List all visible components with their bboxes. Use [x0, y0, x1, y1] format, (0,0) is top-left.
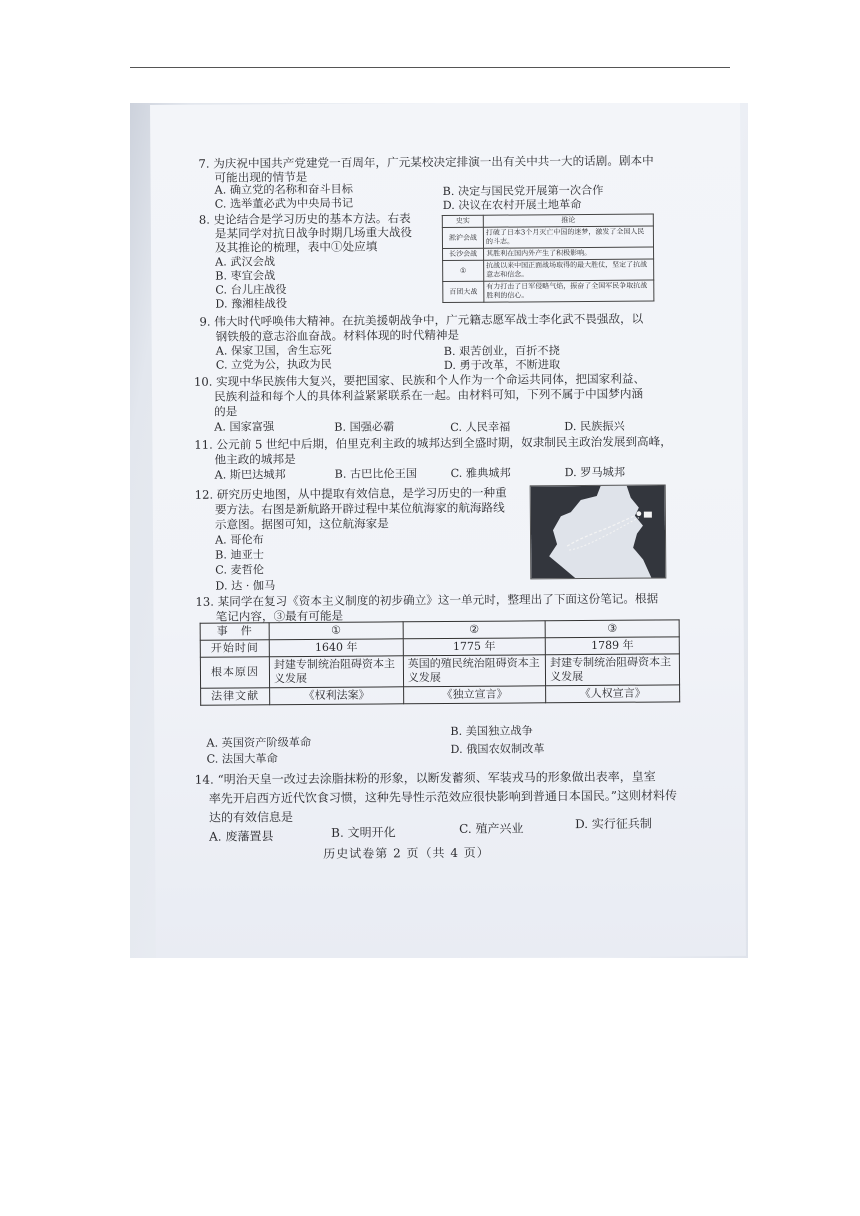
q14-stem-line3: 达的有效信息是 — [208, 810, 294, 825]
q12-option-d: D. 达 · 伽马 — [215, 579, 276, 593]
q11-option-c: C. 雅典城邦 — [450, 466, 511, 480]
q8-table-header-fact: 史实 — [442, 215, 483, 227]
q11-stem-line2: 他主政的城邦是 — [214, 452, 296, 467]
page-footer: 历史试卷第 2 页（共 4 页） — [323, 845, 490, 861]
q8-table-cell: 百团大战 — [443, 281, 484, 302]
q9-option-d: D. 勇于改革，不断进取 — [443, 358, 561, 373]
q13-table-cell: 1789 年 — [545, 637, 679, 655]
q13-row-label: 法律文献 — [201, 688, 270, 705]
q9-option-a: A. 保家卫国，舍生忘死 — [215, 343, 332, 358]
q9-option-b: B. 艰苦创业，百折不挠 — [443, 344, 560, 359]
q7-option-b: B. 决定与国民党开展第一次合作 — [442, 183, 604, 199]
q8-table-cell: 淞沪会战 — [442, 227, 483, 248]
q11-stem-line1: 11. 公元前 5 世纪中后期，伯里克利主政的城邦达到全盛时期，奴隶制民主政治发展到高峰， — [194, 434, 672, 452]
q8-table-cell: 长沙会战 — [443, 248, 484, 260]
q14-stem-line1: 14. “明治天皇一改过去涂脂抹粉的形象，以断发蓄须、军装戎马的形象做出表率，皇室 — [194, 769, 656, 787]
q10-stem-line1: 10. 实现中华民族伟大复兴，要把国家、民族和个人作为一个命运共同体，把国家利益、 — [193, 371, 646, 389]
voyage-route-map — [530, 484, 667, 579]
q11-option-b: B. 古巴比伦王国 — [334, 467, 418, 481]
q13-table-cell: 《独立宣言》 — [403, 686, 545, 704]
q8-stem-line3: 及其推论的梳理，表中①处应填 — [214, 239, 378, 255]
q12-stem-line3: 示意图。据图可知，这位航海家是 — [214, 516, 389, 532]
q13-table-cell: 英国的殖民统治阻碍资本主义发展 — [403, 655, 546, 687]
q10-stem-line3: 的是 — [214, 404, 238, 419]
exam-paper — [150, 103, 746, 958]
q13-table-cell: 《权利法案》 — [270, 687, 404, 705]
q11-option-d: D. 罗马城邦 — [564, 465, 626, 480]
q7-stem-line1: 7. 为庆祝中国共产党建党一百周年，广元某校决定排演一出有关中共一大的话剧。剧本中 — [198, 153, 654, 171]
q13-notes-table — [200, 619, 681, 705]
q13-option-c: C. 法国大革命 — [206, 752, 278, 766]
q8-option-a: A. 武汉会战 — [215, 255, 276, 269]
q8-option-d: D. 豫湘桂战役 — [215, 297, 288, 311]
q7-option-c: C. 选举董必武为中央局书记 — [214, 196, 354, 211]
q13-table-cell: 1640 年 — [269, 639, 403, 657]
q7-stem-line2: 可能出现的情节是 — [214, 169, 308, 185]
q13-table-cell: 封建专制统治阻碍资本主义发展 — [545, 654, 679, 686]
q13-stem-line1: 13. 某同学在复习《资本主义制度的初步确立》这一单元时，整理出了下面这份笔记。根据 — [195, 591, 659, 609]
q8-table-header-inference: 推论 — [483, 214, 653, 227]
q14-option-d: D. 实行征兵制 — [574, 816, 652, 832]
q8-table-cell: 打破了日本3个月灭亡中国的迷梦，激发了全国人民的斗志。 — [483, 226, 653, 248]
q12-option-b: B. 迪亚士 — [215, 548, 265, 562]
q7-option-d: D. 决议在农村开展土地革命 — [442, 198, 582, 213]
q8-table-cell: ① — [443, 260, 484, 281]
q10-option-b: B. 国强必霸 — [334, 420, 395, 434]
q13-stem-line2: 笔记内容，③最有可能是 — [215, 608, 344, 624]
q7-option-a: A. 确立党的名称和奋斗目标 — [214, 182, 353, 197]
q8-option-b: B. 枣宜会战 — [215, 269, 276, 283]
q8-table-cell: 抗战以来中国正面战场取得的最大胜仗，坚定了抗战意志和信念。 — [484, 259, 654, 281]
q13-table-cell: ③ — [545, 620, 679, 638]
q13-row-label: 根本原因 — [200, 657, 269, 688]
q10-option-c: C. 人民幸福 — [450, 420, 511, 434]
q12-option-c: C. 麦哲伦 — [215, 563, 265, 577]
voyage-route-map-graphic — [531, 485, 666, 578]
q12-stem-line1: 12. 研究历史地图，从中提取有效信息，是学习历史的一种重 — [194, 485, 507, 502]
q14-option-b: B. 文明开化 — [331, 825, 396, 840]
q13-row-label: 事 件 — [200, 623, 269, 640]
q13-option-b: B. 美国独立战争 — [450, 724, 533, 738]
q13-table-cell: ② — [403, 621, 545, 639]
q13-table-cell: 1775 年 — [403, 638, 545, 656]
q11-option-a: A. 斯巴达城邦 — [214, 468, 286, 482]
q14-option-a: A. 废藩置县 — [209, 829, 274, 844]
q13-table-cell: 封建专制统治阻碍资本主义发展 — [269, 656, 403, 688]
q9-option-c: C. 立党为公，执政为民 — [215, 357, 332, 372]
q9-stem-line2: 钢铁般的意志浴血奋战。材料体现的时代精神是 — [215, 327, 460, 344]
q13-row-label: 开始时间 — [200, 640, 269, 657]
q14-option-c: C. 殖产兴业 — [459, 821, 524, 836]
q13-table-cell: ① — [269, 622, 403, 640]
q8-table-cell: 有力打击了日军侵略气焰，振奋了全国军民争取抗战胜利的信心。 — [484, 280, 654, 302]
q8-stem-line1: 8. 史论结合是学习历史的基本方法。右表 — [198, 211, 411, 227]
q8-table-cell: 其胜利在国内外产生了积极影响。 — [484, 247, 654, 260]
q13-option-a: A. 英国资产阶级革命 — [206, 735, 312, 750]
q8-option-c: C. 台儿庄战役 — [215, 283, 287, 297]
exam-photo — [130, 103, 748, 958]
q10-option-d: D. 民族振兴 — [564, 419, 625, 434]
q14-stem-line2: 率先开启西方近代饮食习惯，这种先导性示范效应很快影响到普通日本国民。”这则材料传 — [208, 788, 678, 806]
q12-option-a: A. 哥伦布 — [215, 533, 264, 547]
q10-option-a: A. 国家富强 — [214, 420, 275, 434]
q9-stem-line1: 9. 伟大时代呼唤伟大精神。在抗美援朝战争中，广元籍志愿军战士李化武不畏强敌，以 — [199, 311, 644, 329]
q8-stem-line2: 是某同学对抗日战争时期几场重大战役 — [214, 225, 413, 241]
top-rule — [130, 67, 730, 68]
q13-table-cell: 《人权宣言》 — [546, 685, 680, 703]
q12-stem-line2: 要方法。右图是新航路开辟过程中某位航海家的航海路线 — [214, 500, 505, 517]
q10-stem-line2: 民族利益和每个人的具体利益紧紧联系在一起。由材料可知，下列不属于中国梦内涵 — [213, 386, 644, 404]
q8-table — [442, 214, 655, 303]
q13-option-d: D. 俄国农奴制改革 — [450, 742, 545, 756]
